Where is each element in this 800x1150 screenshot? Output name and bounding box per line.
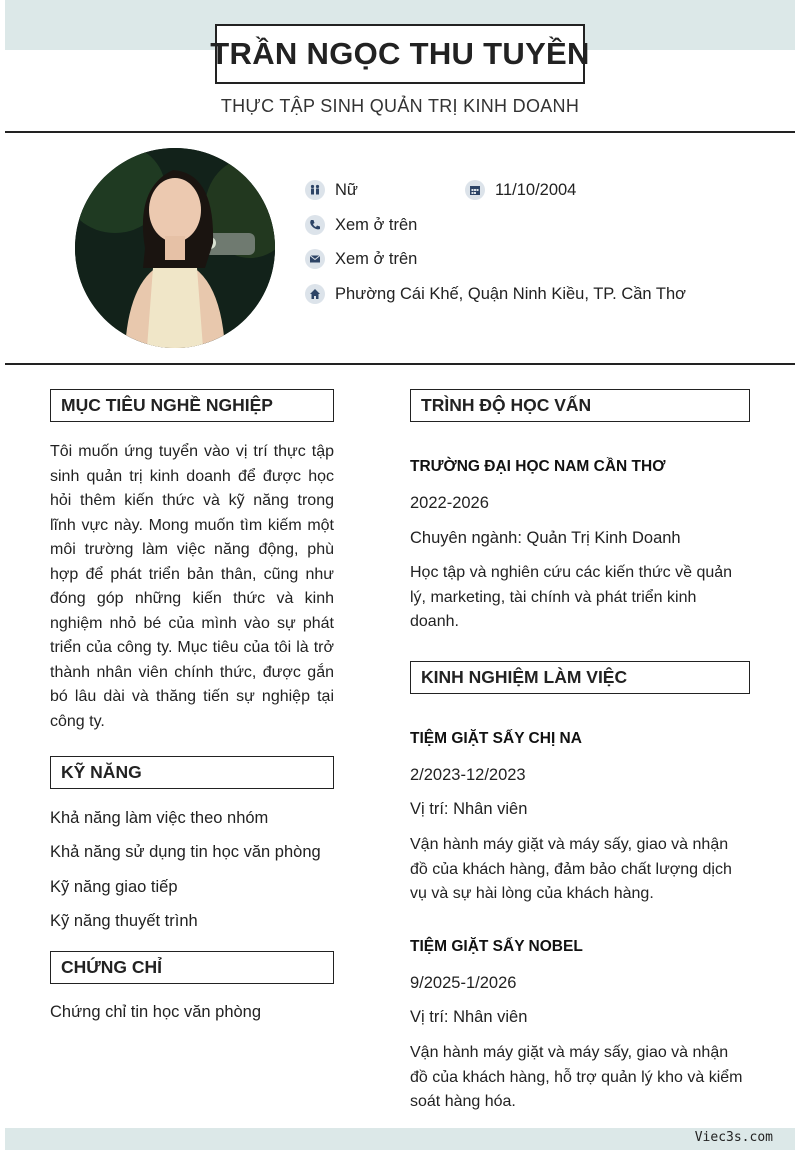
job-company: TIỆM GIẶT SẤY CHỊ NA [410,730,582,747]
experience-heading: KINH NGHIỆM LÀM VIỆC [410,661,750,694]
job-position: Vị trí: Nhân viên [410,800,528,818]
address-row [305,284,686,304]
education-heading: TRÌNH ĐỘ HỌC VẤN [410,389,750,422]
phone-row [305,215,417,235]
skill-item: Khả năng sử dụng tin học văn phòng [50,843,321,861]
certificate-item: Chứng chỉ tin học văn phòng [50,1003,262,1021]
birthdate-value: 11/10/2004 [495,180,577,199]
gender-icon [305,180,325,200]
education-description: Học tập và nghiên cứu các kiến thức về quản lý, marketing, tài chính và phát triển kinh doanh. [410,564,733,630]
job-description: Vận hành máy giặt và máy sấy, giao và nhận đồ của khách hàng, đảm bảo chất lượng dịch vụ và sự hài lòng của khách hàng. [410,836,732,902]
gender-row [305,180,358,200]
objective-text: Tôi muốn ứng tuyển vào vị trí thực tập sinh quản trị kinh doanh để được học hỏi thêm kiến thức và kỹ năng trong lĩnh vực này. Mong muốn tìm kiếm một môi trường làm việc năng động, phù hợp để phát triển bản thân, cũng như đóng góp những kiến thức và kinh nghiệm nhỏ bé của mình vào sự phát triển của công ty. Mục tiêu của tôi là trở thành nhân viên chính thức, được gắn bó lâu dài và thăng tiến sự nghiệp tại công ty. [50,443,334,730]
profile-photo [75,148,275,348]
skill-item: Kỹ năng giao tiếp [50,878,178,896]
job-description: Vận hành máy giặt và máy sấy, giao và nhận đồ của khách hàng, hỗ trợ quản lý kho và kiểm soát hàng hóa. [410,1044,743,1110]
objective-heading: MỤC TIÊU NGHỀ NGHIỆP [50,389,334,422]
email-icon [305,249,325,269]
job-period: 9/2025-1/2026 [410,974,517,992]
job-position: Vị trí: Nhân viên [410,1008,528,1026]
job-period: 2/2023-12/2023 [410,766,526,784]
address-value: Phường Cái Khế, Quận Ninh Kiều, TP. Cần Thơ [335,284,686,303]
job-company: TIỆM GIẶT SẤY NOBEL [410,938,583,955]
footer-site: Viec3s.com [694,1130,773,1145]
candidate-name: TRẦN NGỌC THU TUYỀN [215,24,585,84]
email-value: Xem ở trên [335,249,418,268]
skill-item: Khả năng làm việc theo nhóm [50,809,269,827]
footer-band [5,1128,795,1150]
skill-item: Kỹ năng thuyết trình [50,912,198,930]
phone-icon [305,215,325,235]
education-major: Chuyên ngành: Quản Trị Kinh Doanh [410,529,681,547]
school-name: TRƯỜNG ĐẠI HỌC NAM CẦN THƠ [410,458,666,475]
education-period: 2022-2026 [410,494,489,512]
phone-value: Xem ở trên [335,215,418,234]
birthdate-row [465,180,576,200]
divider-middle [5,363,795,365]
certificates-heading: CHỨNG CHỈ [50,951,334,984]
skills-heading: KỸ NĂNG [50,756,334,789]
home-icon [305,284,325,304]
job-title: THỰC TẬP SINH QUẢN TRỊ KINH DOANH [220,96,580,116]
divider-top [5,131,795,133]
email-row [305,249,417,269]
gender-value: Nữ [335,180,358,199]
calendar-icon [465,180,485,200]
